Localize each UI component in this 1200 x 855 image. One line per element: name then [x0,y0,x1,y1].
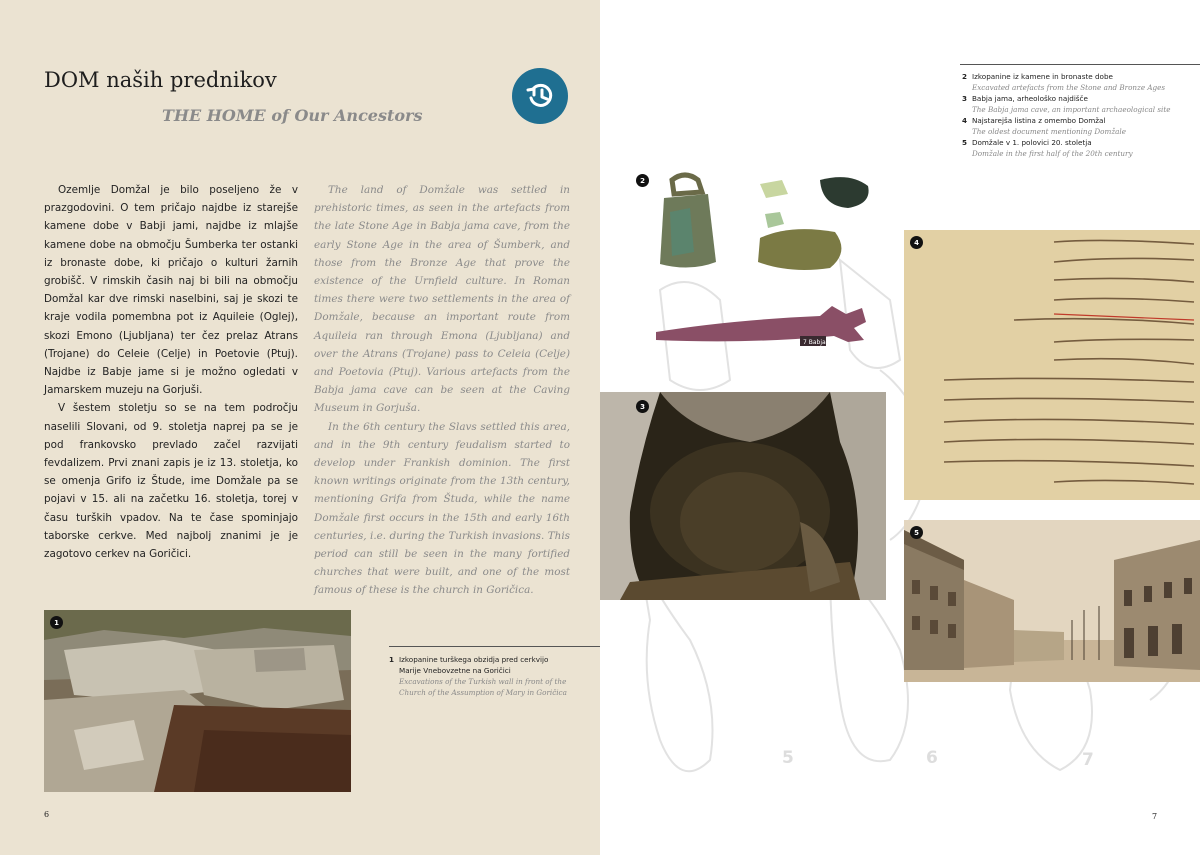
right-page [600,0,1200,855]
history-button[interactable] [512,68,568,124]
background-number-5: 5 [782,748,794,768]
caption-text-en: Domžale in the first half of the 20th century [972,149,1133,158]
captions-list [962,71,1198,159]
page-title: DOM naših prednikov [44,68,277,92]
caption-item [962,71,1198,93]
artefacts-photo [650,172,890,382]
caption-text-en: Excavated artefacts from the Stone and Bronze Ages [972,83,1166,92]
caption-item [962,115,1198,137]
photo-caption [389,654,569,698]
caption-item [962,137,1198,159]
photo-number-badge: 2 [636,174,649,187]
history-icon [525,81,555,111]
cave-photo [600,392,886,600]
caption-text-en: The oldest document mentioning Domžale [972,127,1126,136]
paragraph-en-1: The land of Domžale was settled in prehistoric times, as seen in the artefacts from the late Stone Age in Babja jama cave, from the early Stone Age in the area of Šumberk, and those from the Bronze Age that prove the existence of the Urnfield culture. In Roman times there were two settlements in the area of Domžale, because an important route from Aquileia ran through Emona (Ljubljana) and over the Atrans (Trojane) pass to Celeia (Celje) and Poetovia (Ptuj). Various artefacts from the Babja jama cave can be seen at the Caving Museum in Gorjuša. [314,184,570,415]
caption-text-sl: Izkopanine iz kamene in bronaste dobe [972,72,1113,81]
page-number: 7 [1152,812,1158,821]
text-column-slovenian [44,181,298,563]
photo-number-badge: 4 [910,236,923,249]
paragraph-en-2: In the 6th century the Slavs settled this area, and in the 9th century feudalism started to develop under Frankish dominion. The first known writings originate from the 13th century, mentioning Grifa from Študa, while the name Domžale first occurs in the 15th and early 16th centuries, i.e. during the Turkish invasions. This period can still be seen in the many fortified churches that were built, and one of the most famous of these is the church in Goričica. [314,420,570,597]
caption-number: 4 [962,116,968,125]
caption-item [962,93,1198,115]
historic-town-photo [904,520,1200,682]
caption-text-sl: Najstarejša listina z omembo Domžal [972,116,1106,125]
photo-number-badge: 1 [50,616,63,629]
background-number-6: 6 [926,748,938,768]
background-number-7: 7 [1082,750,1094,770]
text-column-english [314,181,570,600]
caption-text-sl: Izkopanine turškega obzidja pred cerkvijo Marije Vnebovzetne na Goričici [399,655,549,675]
caption-number: 2 [962,72,968,81]
page-subtitle: THE HOME of Our Ancestors [162,106,423,125]
historic-document-photo [904,230,1200,500]
captions-divider [960,64,1200,65]
caption-number: 3 [962,94,968,103]
caption-number: 5 [962,138,968,147]
photo-number-badge: 3 [636,400,649,413]
photo-number-badge: 5 [910,526,923,539]
caption-text-sl: Babja jama, arheološko najdišče [972,94,1088,103]
artefact-label: 7 Babja [803,339,826,346]
caption-text-en: Excavations of the Turkish wall in front of the Church of the Assumption of Mary in Goričica [399,677,567,697]
page-number: 6 [44,810,50,819]
caption-divider [389,646,600,647]
paragraph-sl-1: Ozemlje Domžal je bilo poseljeno že v prazgodovini. O tem pričajo najdbe iz starejše kamene dobe v Babji jami, najdbe iz mlajše kamene dobe na območju Šumberka ter ostanki iz bronaste dobe, ki pričajo o kulturi žarnih grobišč. V rimskih časih naj bi bili na območju Domžal kar dve rimski naselbini, saj je skozi te kraje vodila pomembna pot iz Aquileie (Oglej), skozi Emono (Ljubljana) ter čez prelaz Atrans (Trojane) do Celeie (Celje) in Poetovie (Ptuj). Najdbe iz Babje jame si je možno ogledati v Jamarskem muzeju na Gorjuši. [44,184,298,397]
paragraph-sl-2: V šestem stoletju so se na tem področju naselili Slovani, od 9. stoletja naprej pa se je pod frankovsko prevlado začel razvijati fevdalizem. Prvi znani zapis je iz 13. stoletja, ko se omenja Grifo iz Štude, ime Domžale pa se pojavi v 15. ali na začetku 16. stoletja, torej v času turških vpadov. Na te čase spominjajo taborske cerkve. Med najbolj znanimi je je zagotovo cerkev na Goričici. [44,402,298,561]
caption-text-en: The Babja jama cave, an important archaeological site [972,105,1171,114]
caption-text-sl: Domžale v 1. polovici 20. stoletja [972,138,1092,147]
excavation-photo [44,610,351,792]
caption-number: 1 [389,655,395,664]
